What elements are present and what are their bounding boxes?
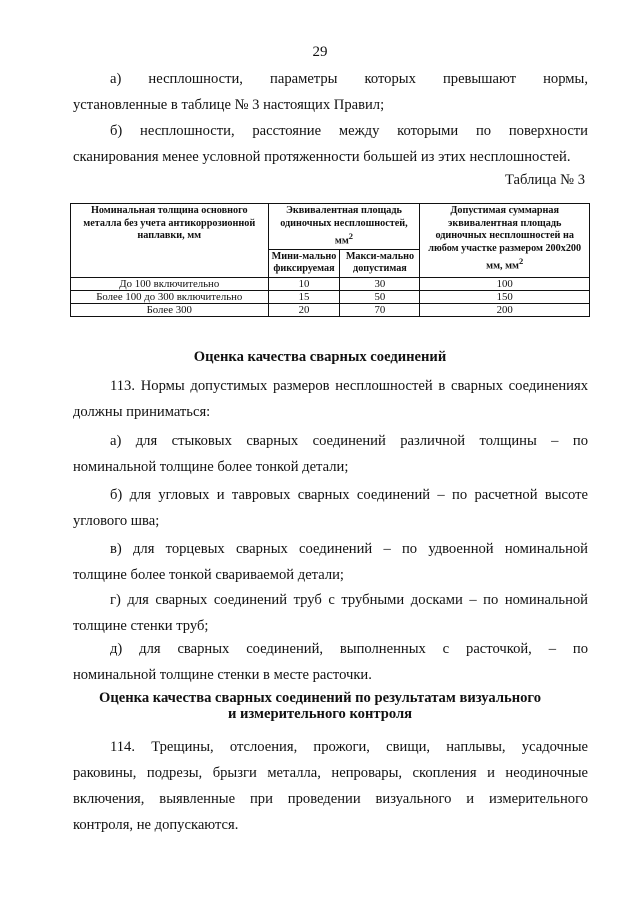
paragraph-114-line4: контроля, не допускаются. xyxy=(73,817,239,833)
paragraph-113c-line1: в) для торцевых сварных соединений – по удвоенной номинальной xyxy=(110,541,588,557)
header-max-allowed: Макси-мально допустимая xyxy=(340,249,420,277)
cell-total: 150 xyxy=(420,290,590,303)
paragraph-113e xyxy=(73,636,588,688)
paragraph-a-line2: установленные в таблице № 3 настоящих Правил; xyxy=(73,97,385,113)
paragraph-113a-line1: а) для стыковых сварных соединений различной толщины – по xyxy=(110,433,588,449)
cell-total: 200 xyxy=(420,303,590,316)
cell-max: 30 xyxy=(340,277,420,290)
paragraph-113b-line1: б) для угловых и тавровых сварных соединений – по расчетной высоте xyxy=(110,487,588,503)
header-min-fixed: Мини-мально фиксируемая xyxy=(268,249,340,277)
cell-thickness: Более 300 xyxy=(71,303,269,316)
paragraph-113-line2: должны приниматься: xyxy=(73,404,211,420)
paragraph-113e-line2: номинальной толщине стенки в месте расточки. xyxy=(73,667,372,683)
paragraph-b-line2: сканирования менее условной протяженности большей из этих несплошностей. xyxy=(73,149,571,165)
cell-thickness: Более 100 до 300 включительно xyxy=(71,290,269,303)
paragraph-a-line1: а) несплошности, параметры которых превышают нормы, xyxy=(110,71,588,87)
paragraph-113 xyxy=(73,373,588,425)
paragraph-113e-line1: д) для сварных соединений, выполненных с расточкой, – по xyxy=(110,641,588,657)
paragraph-114-line3: включения, выявленные при проведении визуального и измерительного xyxy=(73,791,588,807)
paragraph-113-line1: 113. Нормы допустимых размеров несплошностей в сварных соединениях xyxy=(110,378,588,394)
cell-min: 20 xyxy=(268,303,340,316)
cell-max: 50 xyxy=(340,290,420,303)
table-row xyxy=(71,290,590,303)
paragraph-b-line1: б) несплошности, расстояние между которыми по поверхности xyxy=(110,123,588,139)
table-header-row xyxy=(71,204,590,250)
header-equivalent-area: Эквивалентная площадь одиночных несплошностей, $мм^2$ xyxy=(268,204,420,250)
section-heading-visual-inspection-line2: и измерительного контроля xyxy=(227,706,413,722)
header-total-area: Допустимая суммарная эквивалентная площадь одиночных несплошностей на любом участке размером 200x200 мм, $мм^2$ xyxy=(420,204,590,278)
norms-table xyxy=(70,203,590,317)
section-heading-welded-quality: Оценка качества сварных соединений xyxy=(193,349,447,365)
paragraph-b xyxy=(73,118,588,170)
cell-max: 70 xyxy=(340,303,420,316)
paragraph-113d xyxy=(73,587,588,639)
header-thickness: Номинальная толщина основного металла без учета антикоррозионной наплавки, мм xyxy=(71,204,269,278)
paragraph-114-line2: раковины, подрезы, брызги металла, непровары, скопления и неодиночные xyxy=(73,765,588,781)
paragraph-114-line1: 114. Трещины, отслоения, прожоги, свищи, наплывы, усадочные xyxy=(110,739,588,755)
section-heading-visual-inspection-line1: Оценка качества сварных соединений по результатам визуального xyxy=(98,690,541,706)
table-row xyxy=(71,303,590,316)
paragraph-113c-line2: толщине более тонкой свариваемой детали; xyxy=(73,567,344,583)
paragraph-a xyxy=(73,66,588,118)
paragraph-113d-line2: толщине стенки труб; xyxy=(73,618,209,634)
paragraph-113a-line2: номинальной толщине более тонкой детали; xyxy=(73,459,349,475)
table-row xyxy=(71,277,590,290)
cell-min: 15 xyxy=(268,290,340,303)
page-number: 29 xyxy=(312,44,328,60)
paragraph-113c xyxy=(73,536,588,588)
paragraph-113b-line2: углового шва; xyxy=(73,513,160,529)
cell-thickness: До 100 включительно xyxy=(71,277,269,290)
section-heading-visual-inspection xyxy=(0,690,640,722)
cell-total: 100 xyxy=(420,277,590,290)
paragraph-114 xyxy=(73,734,588,838)
paragraph-113b xyxy=(73,482,588,534)
cell-min: 10 xyxy=(268,277,340,290)
table-label: Таблица № 3 xyxy=(505,172,585,188)
paragraph-113a xyxy=(73,428,588,480)
paragraph-113d-line1: г) для сварных соединений труб с трубными досками – по номинальной xyxy=(110,592,588,608)
